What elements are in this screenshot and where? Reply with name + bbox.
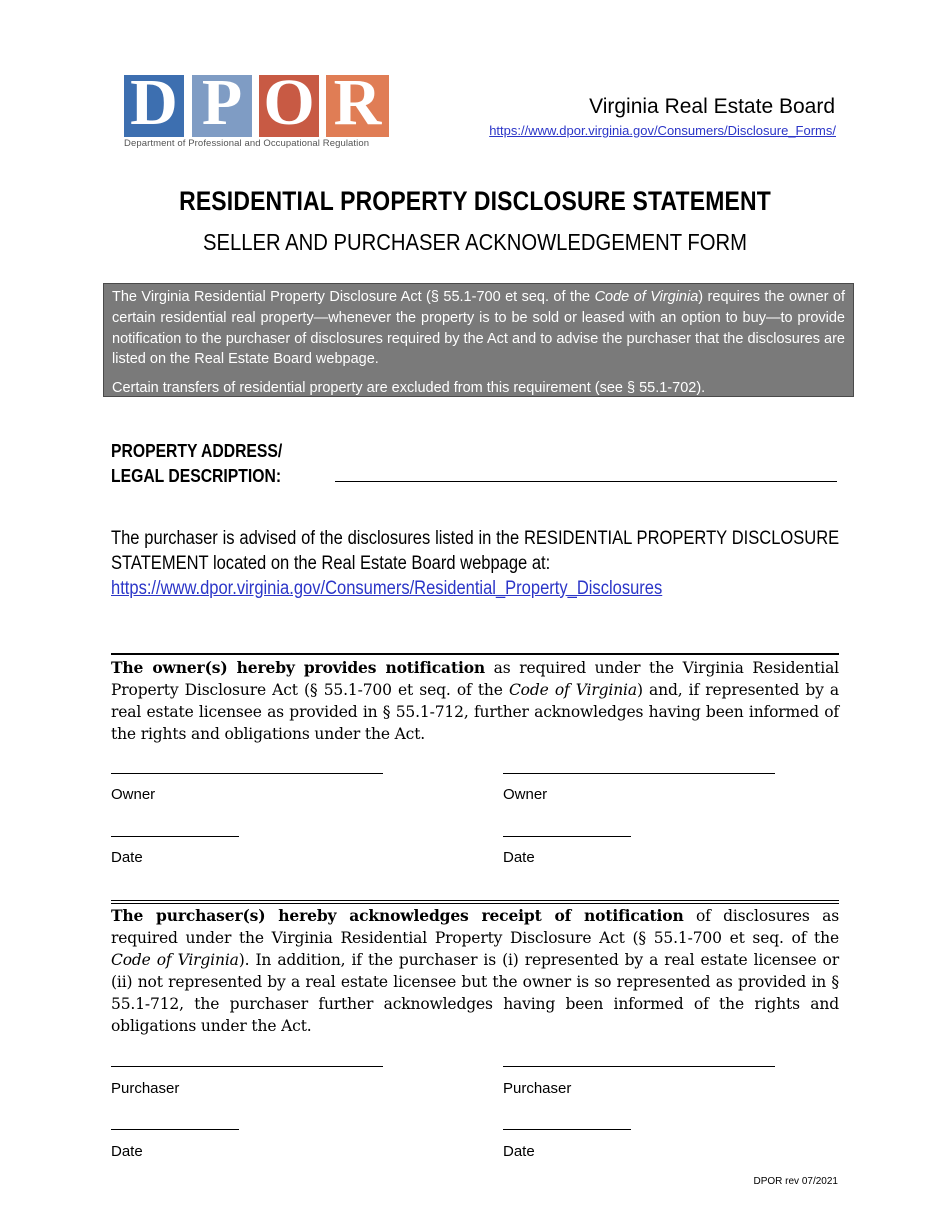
purchaser-2-signature-line[interactable]: [503, 1066, 775, 1067]
owner-2-date-line[interactable]: [503, 836, 631, 837]
purchaser-1-date-line[interactable]: [111, 1129, 239, 1130]
property-address-field[interactable]: [335, 481, 837, 482]
intro-paragraph-1: The Virginia Residential Property Disclosure Act (§ 55.1-700 et seq. of the Code of Virginia) requires the owner of certain residential real property—whenever the property is to be sold or leased with an option to buy—to provide notification to the purchaser of disclosures required by the Act and to advise the purchaser that the disclosures are listed on the Real Estate Board webpage.: [112, 289, 845, 368]
disclosure-forms-link[interactable]: https://www.dpor.virginia.gov/Consumers/Disclosure_Forms/: [489, 123, 836, 138]
page-title: RESIDENTIAL PROPERTY DISCLOSURE STATEMENT: [179, 186, 771, 216]
purchaser-2-label: Purchaser: [503, 1080, 572, 1097]
section-divider-double: [111, 900, 839, 904]
section-divider: [111, 653, 839, 655]
owner-2-signature-line[interactable]: [503, 773, 775, 774]
owner-2-label: Owner: [503, 786, 548, 803]
board-title: Virginia Real Estate Board: [589, 95, 835, 118]
dpor-logo: [124, 66, 389, 153]
owner-1-label: Owner: [111, 786, 156, 803]
advisory-text: The purchaser is advised of the disclosures listed in the RESIDENTIAL PROPERTY DISCLOSURE STATEMENT located on the Real Estate Board webpage at:: [111, 528, 840, 574]
logo-letter-d: D: [124, 75, 184, 137]
intro-paragraph-2: Certain transfers of residential property are excluded from this requirement (see § 55.1-702).: [112, 380, 706, 397]
owner-2-date-label: Date: [503, 849, 535, 866]
logo-letter-o: O: [259, 75, 319, 137]
owner-acknowledgement: The owner(s) hereby provides notification as required under the Virginia Residential Property Disclosure Act (§ 55.1-700 et seq. of the Code of Virginia) and, if represented by a real estate licensee as provided in § 55.1-712, further acknowledges having been informed of the rights and obligations under the Act.: [111, 658, 839, 743]
logo-letter-p: P: [192, 75, 252, 137]
logo-subtitle: Department of Professional and Occupational Regulation: [124, 138, 370, 149]
purchaser-acknowledgement: The purchaser(s) hereby acknowledges receipt of notification of disclosures as required under the Virginia Residential Property Disclosure Act (§ 55.1-700 et seq. of the Code of Virginia). In addition, if the purchaser is (i) represented by a real estate licensee or (ii) not represented by a real estate licensee but the owner is so represented as provided in § 55.1-712, the purchaser further acknowledges having been informed of the rights and obligations under the Act.: [111, 906, 839, 1035]
page-subtitle: SELLER AND PURCHASER ACKNOWLEDGEMENT FORM: [203, 229, 747, 255]
intro-notice-box: [103, 283, 854, 397]
purchaser-1-signature-line[interactable]: [111, 1066, 383, 1067]
purchaser-1-date-label: Date: [111, 1143, 143, 1160]
purchaser-2-date-label: Date: [503, 1143, 535, 1160]
purchaser-1-label: Purchaser: [111, 1080, 180, 1097]
owner-1-signature-line[interactable]: [111, 773, 383, 774]
logo-letter-r: R: [326, 75, 389, 137]
owner-1-date-label: Date: [111, 849, 143, 866]
residential-disclosures-link[interactable]: https://www.dpor.virginia.gov/Consumers/Residential_Property_Disclosures: [111, 578, 663, 599]
owner-1-date-line[interactable]: [111, 836, 239, 837]
purchaser-advisory: [111, 526, 839, 601]
property-address-label: PROPERTY ADDRESS/ LEGAL DESCRIPTION:: [111, 440, 283, 486]
purchaser-2-date-line[interactable]: [503, 1129, 631, 1130]
revision-footer: DPOR rev 07/2021: [753, 1176, 838, 1187]
